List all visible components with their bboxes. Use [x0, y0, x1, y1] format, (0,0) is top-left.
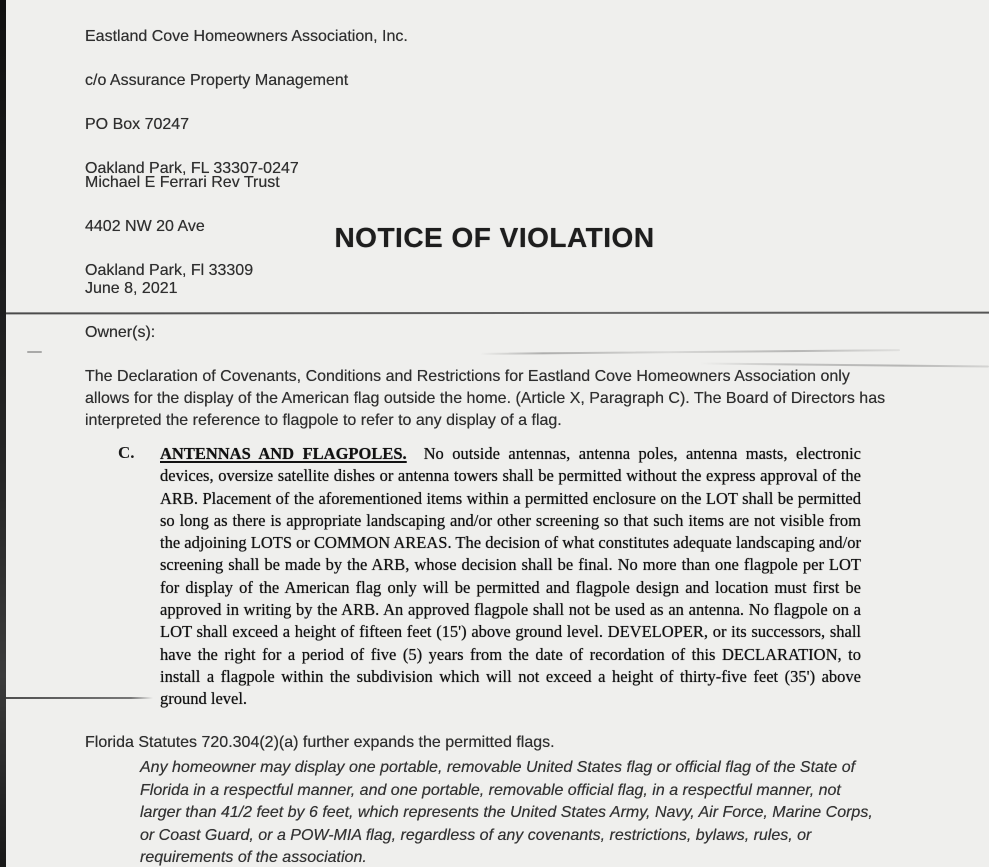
statute-reference-line: Florida Statutes 720.304(2)(a) further expands the permitted flags. — [85, 734, 555, 751]
sender-line-1: Eastland Cove Homeowners Association, Inc. — [85, 28, 408, 45]
horizontal-rule — [6, 312, 989, 315]
sender-line-4: Oakland Park, FL 33307-0247 — [85, 160, 299, 177]
section-c-label: C. — [118, 443, 135, 462]
sender-line-3: PO Box 70247 — [85, 116, 190, 133]
recipient-line-1: Michael E Ferrari Rev Trust — [85, 174, 280, 191]
section-c-heading: ANTENNAS AND FLAGPOLES. — [160, 444, 407, 463]
recipient-line-2: 4402 NW 20 Ave — [85, 218, 205, 235]
letter-date: June 8, 2021 — [85, 280, 178, 297]
recipient-line-3: Oakland Park, Fl 33309 — [85, 262, 254, 279]
scan-artifact-line — [480, 349, 900, 355]
document-title: NOTICE OF VIOLATION — [334, 222, 655, 253]
section-c-paragraph — [160, 443, 861, 711]
scan-artifact-dash — [27, 351, 42, 353]
sender-line-2: c/o Assurance Property Management — [85, 72, 349, 89]
intro-paragraph: The Declaration of Covenants, Conditions and Restrictions for Eastland Cove Homeowners Association only allows for the display of the American flag outside the home. (Article X, Paragraph C). The Board of Directors has interpreted the reference to flagpole to refer to any display of a flag. — [85, 368, 886, 429]
statute-quote-paragraph: Any homeowner may display one portable, removable United States flag or official flag of the State of Florida in a respectful manner, and one portable, removable official flag, in a respectful manner, not larger than 41/2 feet by 6 feet, which represents the United States Army, Navy, Air Force, Marine Corps, or Coast Guard, or a POW-MIA flag, regardless of any covenants, restrictions, bylaws, rules, or requirements of the association. — [140, 759, 873, 866]
short-horizontal-rule — [6, 697, 153, 699]
section-c-body: No outside antennas, antenna poles, antenna masts, electronic devices, oversize satellite dishes or antenna towers shall be permitted without the express approval of the ARB. Placement of the aforementioned items within a permitted enclosure on the LOT shall be permitted so long as there is appropriate landscaping and/or other screening so that such items are not visible from the adjoining LOTS or COMMON AREAS. The decision of what constitutes adequate landscaping and/or screening shall be made by the ARB, whose decision shall be final. No more than one flagpole per LOT for display of the American flag only will be permitted and flagpole design and location must first be approved in writing by the ARB. An approved flagpole shall not be used as an antenna. No flagpole on a LOT shall exceed a height of fifteen feet (15') above ground level. DEVELOPER, or its successors, shall have the right for a period of five (5) years from the date of recordation of this DECLARATION, to install a flagpole within the subdivision which will not exceed a height of thirty-five feet (35') above ground level. — [160, 444, 861, 709]
owners-label: Owner(s): — [85, 324, 156, 341]
page-edge-shadow — [0, 0, 6, 867]
